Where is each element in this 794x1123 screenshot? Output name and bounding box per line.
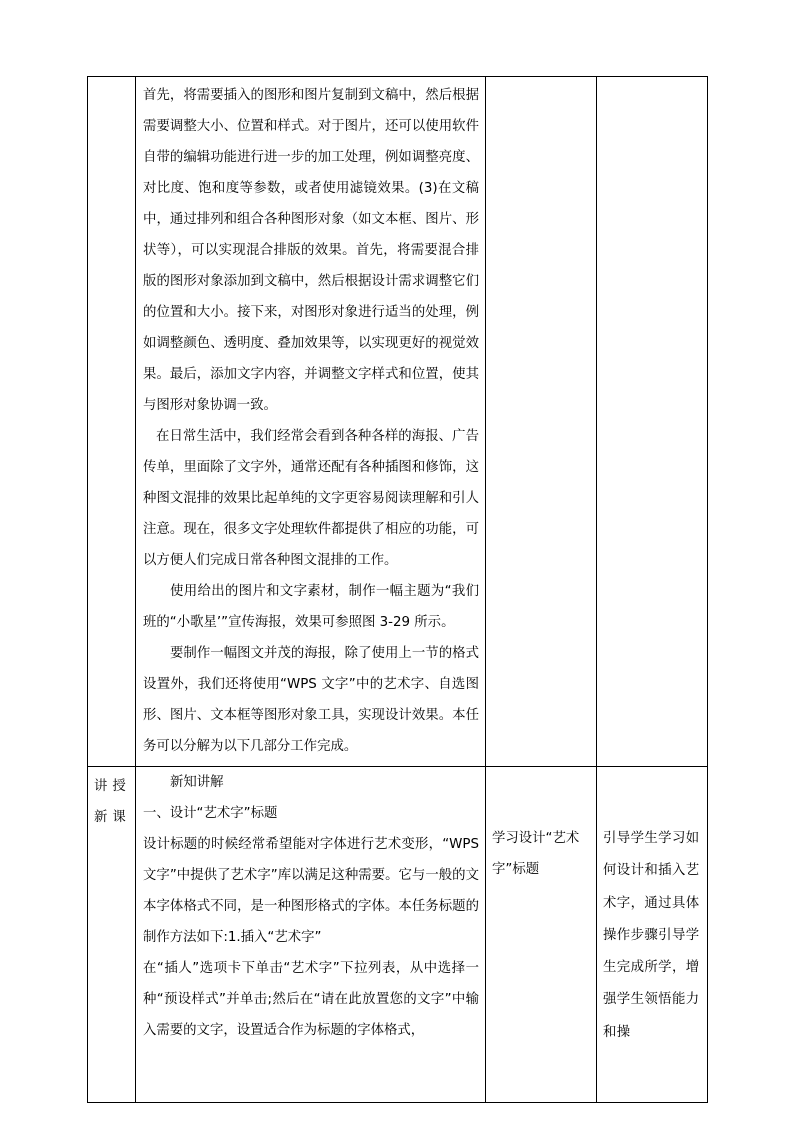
content-cell [136,77,486,767]
lesson-plan-table [87,76,708,1103]
label-cell-empty [88,77,136,767]
section-heading: 一、设计“艺术字”标题 [143,806,278,821]
design-intent-cell-empty [597,77,708,767]
table-row [88,77,708,767]
paragraph: 在“插人”选项卡下单击“艺术字”下拉列表，从中选择一种“预设样式”并单击;然后在“请在此放置您的文字”中输入需要的文字，设置适合作为标题的字体格式， [143,961,479,1038]
paragraph: 使用给出的图片和文字素材，制作一幅主题为“我们班的“小歌星’”宣传海报，效果可参照图 3-29 所示。 [143,584,479,630]
table-row [88,767,708,1103]
student-activity-cell: 学习设计“艺术字”标题 [486,767,597,1103]
section-label: 讲授新课 [88,767,136,1103]
content-cell [136,767,486,1103]
paragraph: 在日常生活中，我们经常会看到各种各样的海报、广告传单，里面除了文字外，通常还配有各种插图和修饰，这种图文混排的效果比起单纯的文字更容易阅读理解和引人注意。现在，很多文字处理软件都提供了相应的功能，可以方便人们完成日常各种图文混排的工作。 [143,429,479,568]
design-intent-cell: 引导学生学习如何设计和插入艺术字，通过具体操作步骤引导学生完成所学，增强学生领悟能力和操 [597,767,708,1103]
paragraph: 设计标题的时候经常希望能对字体进行艺术变形，“WPS 文字”中提供了艺术字”库以满足这种需要。它与一般的文本字体格式不同，是一种图形格式的字体。本任务标题的制作方法如下:1.插入“艺术字” [143,837,479,945]
paragraph: 首先，将需要插入的图形和图片复制到文稿中，然后根据需要调整大小、位置和样式。对于图片，还可以使用软件自带的编辑功能进行进一步的加工处理，例如调整亮度、对比度、饱和度等参数，或者使用滤镜效果。(3)在文稿中，通过排列和组合各种图形对象（如文本框、图片、形状等），可以实现混合排版的效果。首先，将需要混合排版的图形对象添加到文稿中，然后根据设计需求调整它们的位置和大小。接下来，对图形对象进行适当的处理，例如调整颜色、透明度、叠加效果等，以实现更好的视觉效果。最后，添加文字内容，并调整文字样式和位置，使其与图形对象协调一致。 [143,88,479,413]
paragraph: 要制作一幅图文并茂的海报，除了使用上一节的格式设置外，我们还将使用“WPS 文字”中的艺术字、自选图形、图片、文本框等图形对象工具，实现设计效果。本任务可以分解为以下几部分工作完成。 [143,646,479,754]
student-activity-cell-empty [486,77,597,767]
paragraph: 新知讲解 [170,775,224,790]
